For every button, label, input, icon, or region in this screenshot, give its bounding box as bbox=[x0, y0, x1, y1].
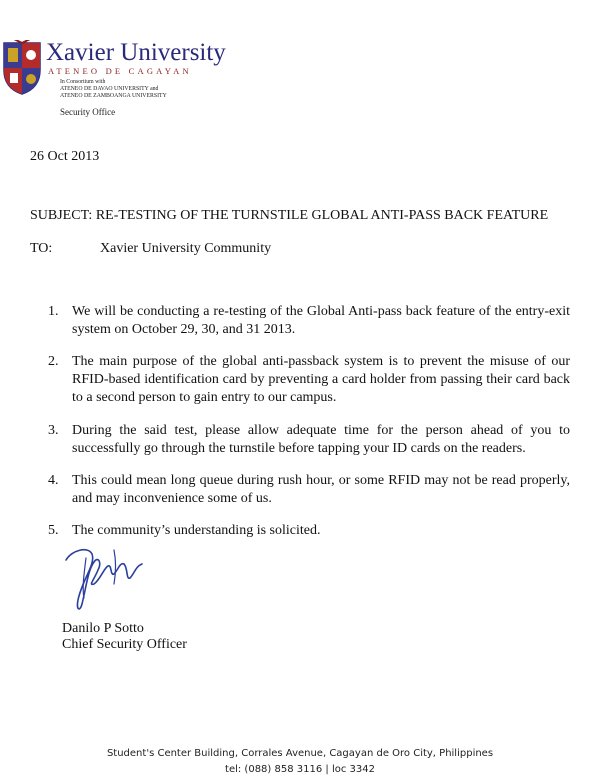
university-name: Xavier University bbox=[46, 39, 226, 66]
university-subtitle: ATENEO DE CAGAYAN bbox=[48, 66, 192, 76]
signer-title: Chief Security Officer bbox=[62, 637, 187, 652]
footer-address: Student's Center Building, Corrales Avenue, Cagayan de Oro City, Philippines bbox=[106, 748, 494, 759]
office-name: Security Office bbox=[60, 107, 116, 117]
consortium-note bbox=[60, 79, 260, 100]
signature-icon bbox=[58, 540, 148, 616]
item-text: This could mean long queue during rush hour, or some RFID may not be read properly, and may inconvenience some of us. bbox=[72, 473, 570, 506]
consortium-line: ATENEO DE ZAMBOANGA UNIVERSITY bbox=[60, 93, 167, 99]
footer-phone: tel: (088) 858 3116 | loc 3342 bbox=[225, 764, 375, 775]
item-number: 3. bbox=[48, 423, 59, 438]
item-text: The main purpose of the global anti-passback system is to prevent the misuse of our RFID-based identification card by preventing a card holder from passing their card back to a second person to gain entry to our campus. bbox=[72, 354, 570, 405]
consortium-line: In Consortium with bbox=[60, 79, 106, 85]
item-text: The community’s understanding is solicited. bbox=[72, 523, 321, 538]
signer-name: Danilo P Sotto bbox=[62, 621, 144, 636]
consortium-line: ATENEO DE DAVAO UNIVERSITY and bbox=[60, 86, 159, 92]
university-crest-icon bbox=[2, 40, 42, 96]
recipient-value: Xavier University Community bbox=[100, 241, 272, 256]
item-text: During the said test, please allow adequate time for the person ahead of you to successfully go through the turnstile before tapping your ID cards on the readers. bbox=[72, 423, 570, 456]
footer bbox=[0, 746, 600, 778]
item-number: 5. bbox=[48, 523, 59, 538]
item-number: 4. bbox=[48, 473, 59, 488]
letter-subject: SUBJECT: RE-TESTING OF THE TURNSTILE GLOBAL ANTI-PASS BACK FEATURE bbox=[30, 208, 549, 223]
letterhead bbox=[0, 40, 320, 120]
item-number: 1. bbox=[48, 304, 59, 319]
recipient-label: TO: bbox=[30, 241, 53, 256]
item-number: 2. bbox=[48, 354, 59, 369]
letter-date: 26 Oct 2013 bbox=[30, 149, 100, 164]
item-text: We will be conducting a re-testing of the Global Anti-pass back feature of the entry-exit system on October 29, 30, and 31 2013. bbox=[72, 304, 570, 337]
